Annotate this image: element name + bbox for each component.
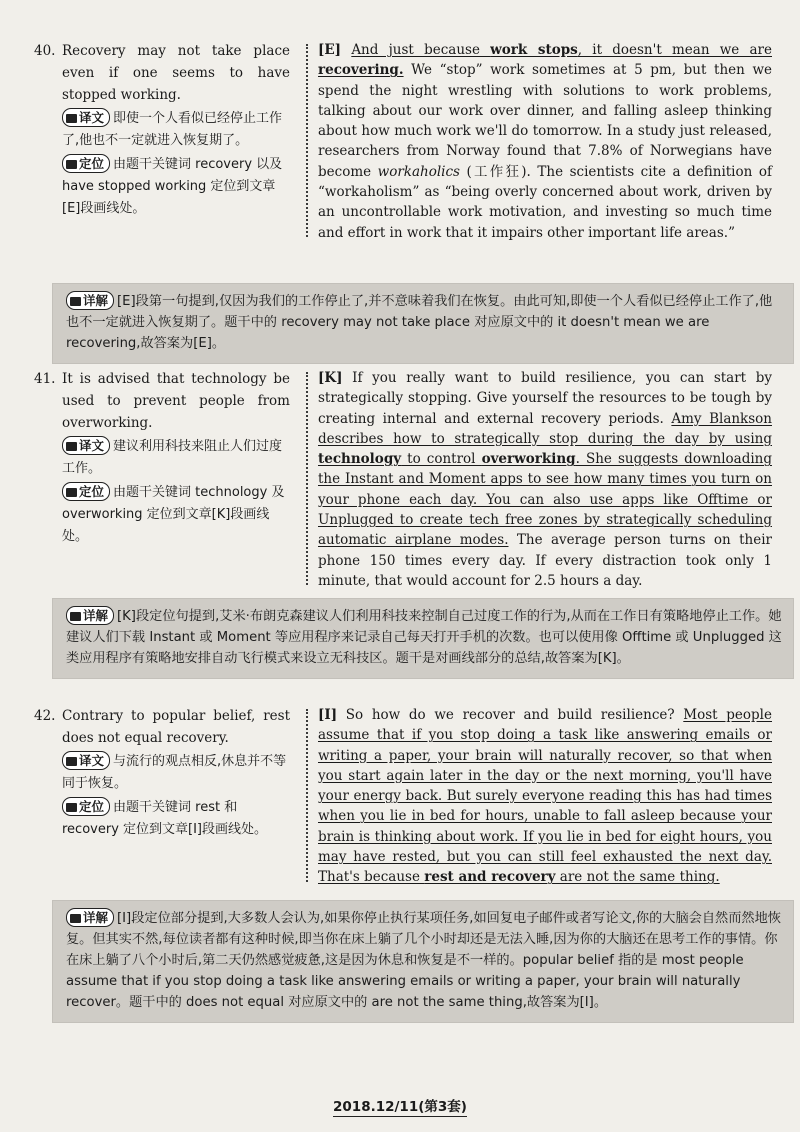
note-icon	[70, 297, 81, 306]
note-icon	[66, 757, 77, 766]
question-number: 40.	[34, 43, 56, 59]
question-41-left	[34, 368, 300, 591]
question-40	[34, 40, 772, 243]
note-icon	[66, 803, 77, 812]
passage-E: [E] And just because work stops, it doesn't mean we are recovering. We “stop” work sometimes at 5 pm, but then we spend the night wrestling with solutions to work problems, talking about our work over dinner, and falling asleep thinking about how much work we'll do tomorrow. In a study just released, researchers from Norway found that 7.8% of Norwegians have become workaholics (工作狂). The scientists cite a definition of “workaholism” as “being overly concerned about work, driven by an uncontrollable work motivation, and investing so much time and effort in work that it impairs other important life areas.”	[318, 42, 772, 241]
detail-text: [K]段定位句提到,艾米·布朗克森建议人们利用科技来控制自己过度工作的行为,从而在工作日有策略地停止工作。她建议人们下载 Instant 或 Moment 等应用程序来记录自己每天打开手机的次数。也可以使用像 Offtime 或 Unplugged 这类应用程序有策略地安排自动飞行模式来设立无科技区。题干是对画线部分的总结,故答案为[K]。	[66, 609, 782, 666]
locate-tag: 定位	[62, 154, 110, 173]
page-footer	[0, 1095, 800, 1115]
dotted-divider	[306, 709, 308, 882]
translation-text: 建议利用科技来阻止人们过度工作。	[62, 439, 283, 476]
detail-tag: 详解	[66, 606, 114, 625]
passage-K: [K] If you really want to build resilience, you can start by strategically stopping. Give yourself the resources to be tough by creating internal and external recovery periods. Amy Blankson describes how to strategically stop during the day by using technology to control overworking. She suggests downloading the Instant and Moment apps to see how many times you turn on your phone each day. You can also use apps like Offtime or Unplugged to create tech free zones by strategically scheduling automatic airplane modes. The average person turns on their phone 150 times every day. If every distraction took only 1 minute, that would account for 2.5 hours a day.	[318, 370, 773, 589]
translation-tag: 译文	[62, 108, 110, 127]
passage-I: [I] So how do we recover and build resilience? Most people assume that if you stop doing a task like answering emails or writing a paper, your brain will naturally recover, so that when you start again later in the day or the next morning, you'll have your energy back. But surely everyone reading this has had times when you lie in bed for hours, unable to fall asleep because your brain is thinking about work. If you lie in bed for eight hours, you may have rested, but you can still feel exhausted the next day. That's because rest and recovery are not the same thing.	[318, 707, 772, 886]
locate	[62, 797, 290, 841]
translation-text: 即使一个人看似已经停止工作了,他也不一定就进入恢复期了。	[62, 111, 283, 148]
translation	[62, 108, 290, 152]
detail-text: [I]段定位部分提到,大多数人会认为,如果你停止执行某项任务,如回复电子邮件或者写论文,你的大脑会自然而然地恢复。但其实不然,每位读者都有这种时候,即当你在床上躺了几个小时却还是无法入睡,因为你的大脑还在思考工作的事情。你在床上躺了八个小时后,第二天仍然感觉疲惫,这是因为休息和恢复是不一样的。popular belief 指的是 most people assume that if you stop doing a task like answering emails or writing a paper, your brain will naturally recover。题干中的 does not equal 对应原文中的 are not the same thing,故答案为[I]。	[66, 911, 781, 1010]
note-icon	[66, 442, 77, 451]
translation	[62, 436, 290, 480]
locate-tag: 定位	[62, 797, 110, 816]
locate-text: 由题干关键词 rest 和 recovery 定位到文章[I]段画线处。	[62, 800, 267, 837]
locate	[62, 482, 290, 548]
note-icon	[70, 612, 81, 621]
locate-text: 由题干关键词 technology 及 overworking 定位到文章[K]段画线处。	[62, 485, 285, 544]
question-stem: Recovery may not take place even if one seems to have stopped working.	[62, 43, 290, 103]
question-stem: Contrary to popular belief, rest does not equal recovery.	[62, 708, 290, 746]
detail-tag: 详解	[66, 291, 114, 310]
detail-tag: 详解	[66, 908, 114, 927]
question-stem: It is advised that technology be used to prevent people from overworking.	[62, 371, 290, 431]
paragraph-label: [K]	[318, 370, 343, 386]
dotted-divider	[306, 372, 308, 585]
note-icon	[66, 488, 77, 497]
question-42	[34, 705, 772, 888]
locate-tag: 定位	[62, 482, 110, 501]
translation-text: 与流行的观点相反,休息并不等同于恢复。	[62, 754, 287, 791]
paragraph-label: [I]	[318, 707, 338, 723]
question-40-left	[34, 40, 300, 243]
note-icon	[66, 160, 77, 169]
dotted-divider	[306, 44, 308, 237]
detail-40	[52, 283, 794, 364]
paragraph-label: [E]	[318, 42, 342, 58]
question-number: 42.	[34, 708, 56, 724]
question-number: 41.	[34, 371, 56, 387]
translation-tag: 译文	[62, 436, 110, 455]
question-41	[34, 368, 772, 591]
translation	[62, 751, 290, 795]
detail-text: [E]段第一句提到,仅因为我们的工作停止了,并不意味着我们在恢复。由此可知,即使一个人看似已经停止工作了,他也不一定就进入恢复期了。题干中的 recovery may not take place 对应原文中的 it doesn't mean we are recovering,故答案为[E]。	[66, 294, 773, 351]
detail-42	[52, 900, 794, 1023]
translation-tag: 译文	[62, 751, 110, 770]
question-42-left	[34, 705, 300, 888]
footer-text: 2018.12/11(第3套)	[333, 1099, 467, 1115]
note-icon	[66, 114, 77, 123]
locate-text: 由题干关键词 recovery 以及 have stopped working 定位到文章[E]段画线处。	[62, 157, 283, 216]
detail-41	[52, 598, 794, 679]
locate	[62, 154, 290, 220]
note-icon	[70, 914, 81, 923]
